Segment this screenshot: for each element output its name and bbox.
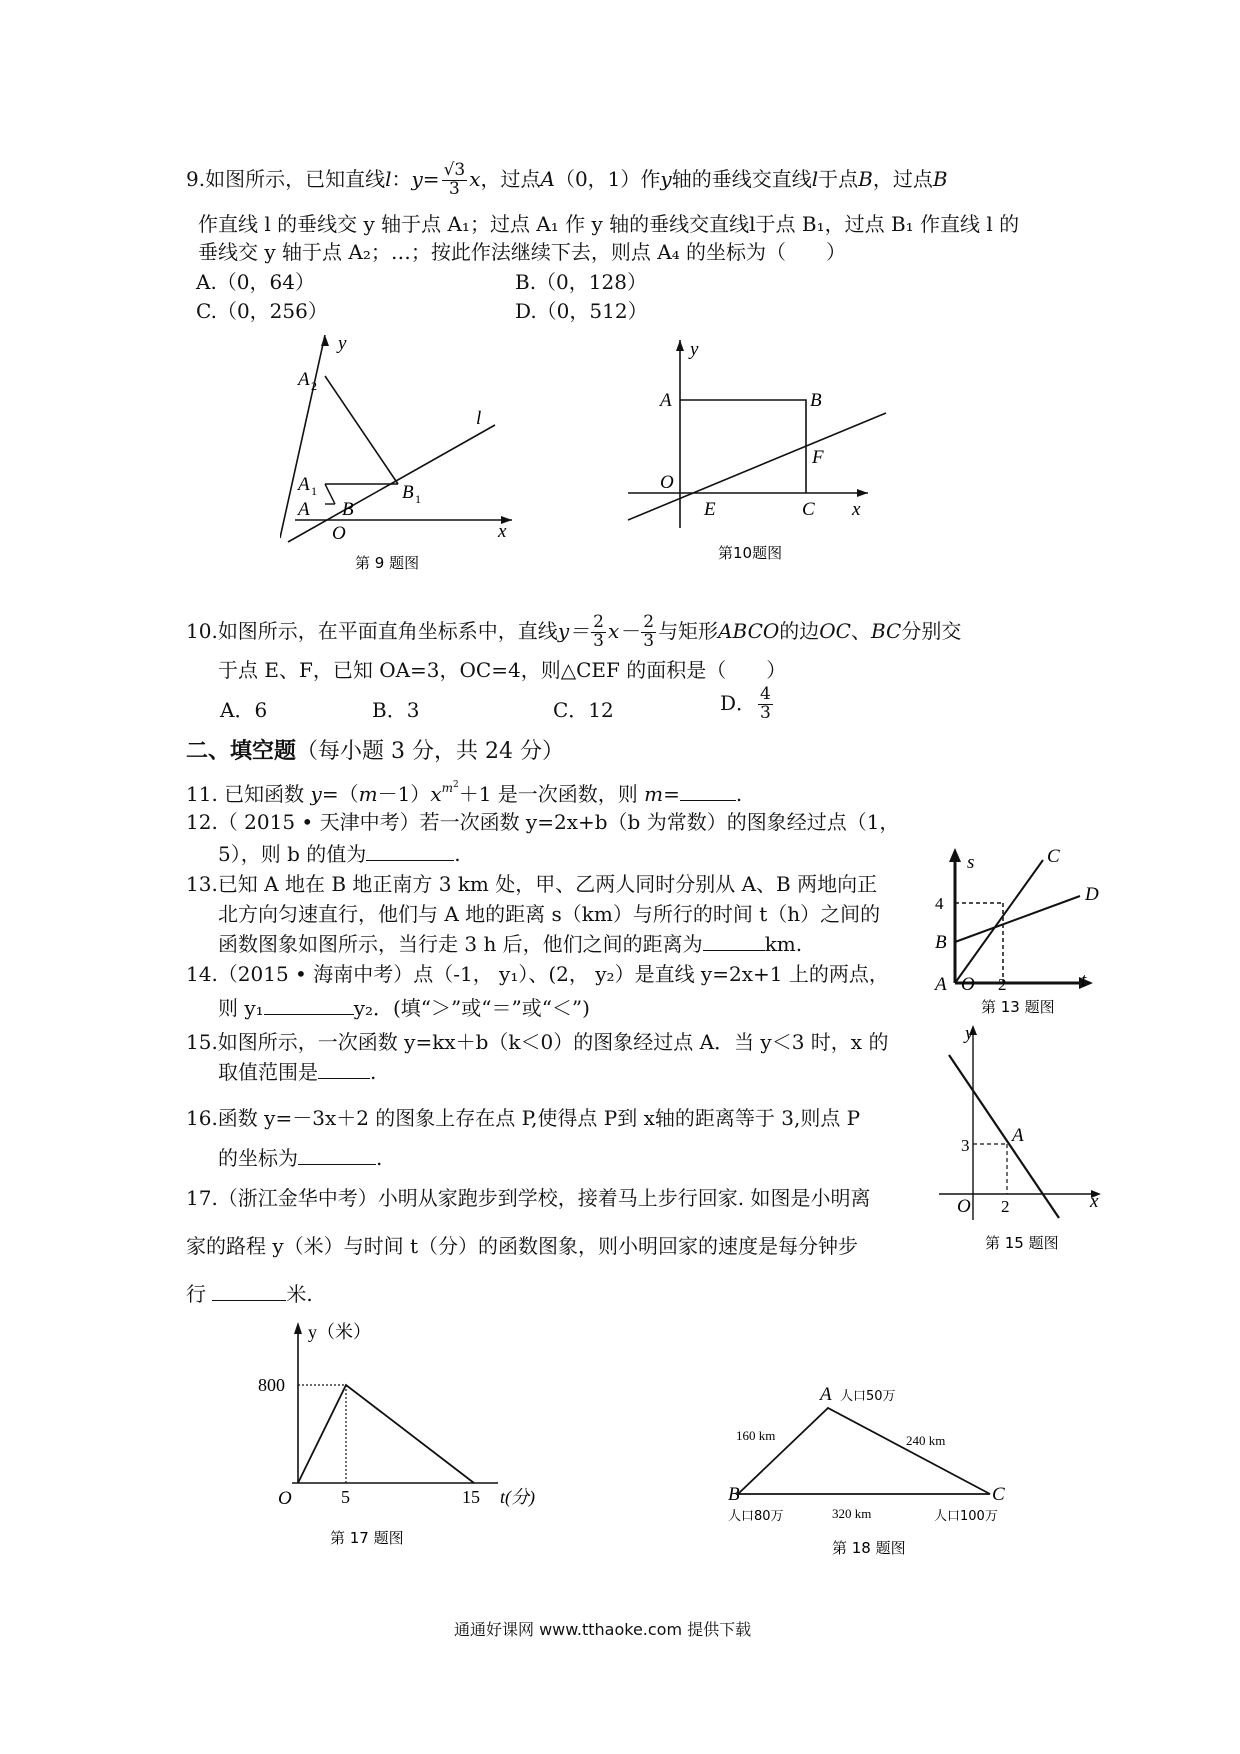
- fig13-s-label: s: [967, 852, 975, 873]
- q10-line2: 于点 E、F，已知 OA=3，OC=4，则△CEF 的面积是（ ）: [218, 658, 787, 682]
- fig10-f-label: F: [812, 447, 824, 468]
- q9-option-b: B.（0，128）: [515, 270, 647, 294]
- fig9-a-label: A: [298, 499, 310, 520]
- fig9-l-label: l: [476, 408, 482, 429]
- fig10-a-label: A: [660, 390, 672, 411]
- q13-line1: 13.已知 A 地在 B 地正南方 3 km 处，甲、乙两人同时分别从 A、B 两地向正: [186, 872, 878, 896]
- fig17-5-label: 5: [341, 1487, 350, 1507]
- page-footer: 通通好课网 www.tthaoke.com 提供下载: [454, 1620, 752, 1639]
- fig9-b1-label: B: [402, 482, 414, 503]
- figure-9: [280, 335, 520, 585]
- q12-line1: 12.（ 2015 • 天津中考）若一次函数 y=2x+b（b 为常数）的图象经过点（1，: [186, 810, 900, 834]
- q15-answer-blank[interactable]: [318, 1060, 370, 1079]
- fig9-a1-sub: 1: [311, 484, 317, 498]
- fig9-a2-sub: 2: [311, 379, 317, 393]
- fig17-15-label: 15: [462, 1487, 480, 1507]
- figure-10: [620, 340, 900, 570]
- fig10-e-label: E: [704, 499, 716, 520]
- fig13-t-label: t: [1081, 970, 1087, 991]
- figure-17: [248, 1320, 548, 1550]
- fig18-a-label: A: [820, 1384, 832, 1405]
- fig10-b-label: B: [810, 390, 822, 411]
- fig9-o-label: O: [332, 523, 346, 544]
- fig9-a2-label: A: [298, 369, 310, 390]
- q14-answer-blank[interactable]: [264, 996, 354, 1015]
- fig17-x-label: t(分): [500, 1487, 535, 1507]
- q16-line1: 16.函数 y=－3x＋2 的图象上存在点 P,使得点 P到 x轴的距离等于 3,则点 P: [186, 1106, 861, 1130]
- fig9-b1-sub: 1: [415, 492, 421, 506]
- fig17-800-label: 800: [258, 1375, 285, 1395]
- q15-line1: 15.如图所示，一次函数 y=kx＋b（k＜0）的图象经过点 A．当 y＜3 时，x 的: [186, 1030, 889, 1054]
- q14-line2: 则 y₁ y₂．(填“＞”或“＝”或“＜”): [218, 996, 590, 1020]
- q16-answer-blank[interactable]: [298, 1146, 376, 1165]
- q10-line1: 10.如图所示，在平面直角坐标系中，直线y＝ $\frac{2}{3}$ x－ $\frac{2}{3}$ 与矩形ABCO的边OC、BC分别交: [186, 612, 962, 651]
- fig18-ac-distance: 240 km: [906, 1433, 946, 1448]
- q13-line3: 函数图象如图所示，当行走 3 h 后，他们之间的距离为 km.: [218, 932, 803, 956]
- q17-line2: 家的路程 y（米）与时间 t（分）的函数图象，则小明回家的速度是每分钟步: [186, 1234, 859, 1258]
- section-2-heading: 二、填空题（每小题 3 分，共 24 分）: [186, 738, 564, 764]
- fig18-bc-distance: 320 km: [832, 1506, 872, 1521]
- fig15-y-label: y: [965, 1025, 974, 1044]
- q10-option-a: A．6: [220, 698, 268, 722]
- q9-fraction: $\frac{√3}{3}$: [443, 160, 466, 199]
- fig13-o-label: O: [961, 974, 975, 995]
- fig18-ab-distance: 160 km: [736, 1428, 776, 1443]
- fig15-o-label: O: [957, 1196, 971, 1217]
- q15-line2: 取值范围是 .: [218, 1060, 377, 1084]
- fig17-y-label: y（米）: [308, 1322, 371, 1342]
- figure-18: [720, 1370, 1030, 1560]
- fig18-pop-a: 人口50万: [840, 1389, 896, 1404]
- q12-line2: 5），则 b 的值为 .: [218, 842, 461, 866]
- q9-option-a: A.（0，64）: [196, 270, 315, 294]
- fig13-d-label: D: [1085, 884, 1099, 905]
- fig9-y-label: y: [338, 335, 347, 354]
- fig15-x-label: x: [1090, 1191, 1099, 1212]
- q13-line2: 北方向匀速直行，他们与 A 地的距离 s（km）与所行的时间 t（h）之间的: [218, 902, 881, 926]
- fig18-pop-b: 人口80万: [728, 1509, 784, 1524]
- fig15-3-label: 3: [961, 1136, 970, 1155]
- q9-line2: 作直线 l 的垂线交 y 轴于点 A₁；过点 A₁ 作 y 轴的垂线交直线l于点 B₁，过点 B₁ 作直线 l 的: [198, 212, 1020, 236]
- fig13-caption: 第 13 题图: [981, 998, 1055, 1016]
- q10-option-d: D． $\frac{4}{3}$: [720, 684, 771, 723]
- q13-answer-blank[interactable]: [703, 932, 765, 951]
- q9-line1: 9.如图所示，已知直线l：y= $\frac{√3}{3}$ x，过点A（0，1）作y轴的垂线交直线l于点B，过点B: [186, 160, 948, 199]
- q10-option-b: B．3: [372, 698, 420, 722]
- fig13-4-label: 4: [935, 894, 944, 913]
- fig10-caption: 第10题图: [718, 544, 783, 562]
- q9-line3: 垂线交 y 轴于点 A₂；…；按此作法继续下去，则点 A₄ 的坐标为（ ）: [198, 240, 847, 264]
- fig10-y-label: y: [690, 340, 699, 360]
- q17-line3: 行 米.: [186, 1282, 313, 1306]
- fig18-c-label: C: [992, 1484, 1005, 1505]
- fig10-c-label: C: [802, 499, 815, 520]
- q14-line1: 14.（2015 • 海南中考）点（-1， y₁）、(2， y₂）是直线 y=2x+1 上的两点，: [186, 962, 889, 986]
- q16-line2: 的坐标为 .: [218, 1146, 383, 1170]
- fig13-b-label: B: [935, 932, 947, 953]
- fig13-c-label: C: [1047, 848, 1060, 867]
- q17-line1: 17.（浙江金华中考）小明从家跑步到学校，接着马上步行回家. 如图是小明离: [186, 1186, 871, 1210]
- q9-option-c: C.（0，256）: [196, 299, 328, 323]
- q10-option-c: C．12: [553, 698, 614, 722]
- fig18-pop-c: 人口100万: [934, 1509, 998, 1524]
- fig10-x-label: x: [852, 499, 861, 520]
- figure-13: [925, 848, 1135, 1020]
- figure-15: [935, 1025, 1135, 1255]
- q11-line: 11. 已知函数 $y=(m-1)x^{m^2}+1$ 是一次函数，则 m= .: [186, 780, 743, 806]
- fig15-a-label: A: [1012, 1125, 1024, 1146]
- fig18-caption: 第 18 题图: [832, 1539, 906, 1557]
- fig10-o-label: O: [660, 472, 674, 493]
- fig13-a-label: A: [935, 974, 947, 995]
- fig9-b-label: B: [342, 499, 354, 520]
- q17-answer-blank[interactable]: [212, 1282, 286, 1301]
- fig17-o-label: O: [278, 1488, 292, 1509]
- q11-answer-blank[interactable]: [680, 782, 736, 801]
- fig18-b-label: B: [728, 1484, 740, 1505]
- q12-answer-blank[interactable]: [366, 842, 454, 861]
- q9-option-d: D.（0，512）: [515, 299, 648, 323]
- fig9-a1-label: A: [298, 474, 310, 495]
- fig15-caption: 第 15 题图: [985, 1234, 1059, 1252]
- fig13-2-label: 2: [998, 975, 1007, 994]
- fig17-caption: 第 17 题图: [330, 1529, 404, 1547]
- fig15-2-label: 2: [1001, 1197, 1010, 1216]
- fig9-x-label: x: [498, 521, 507, 542]
- fig9-caption: 第 9 题图: [355, 554, 420, 572]
